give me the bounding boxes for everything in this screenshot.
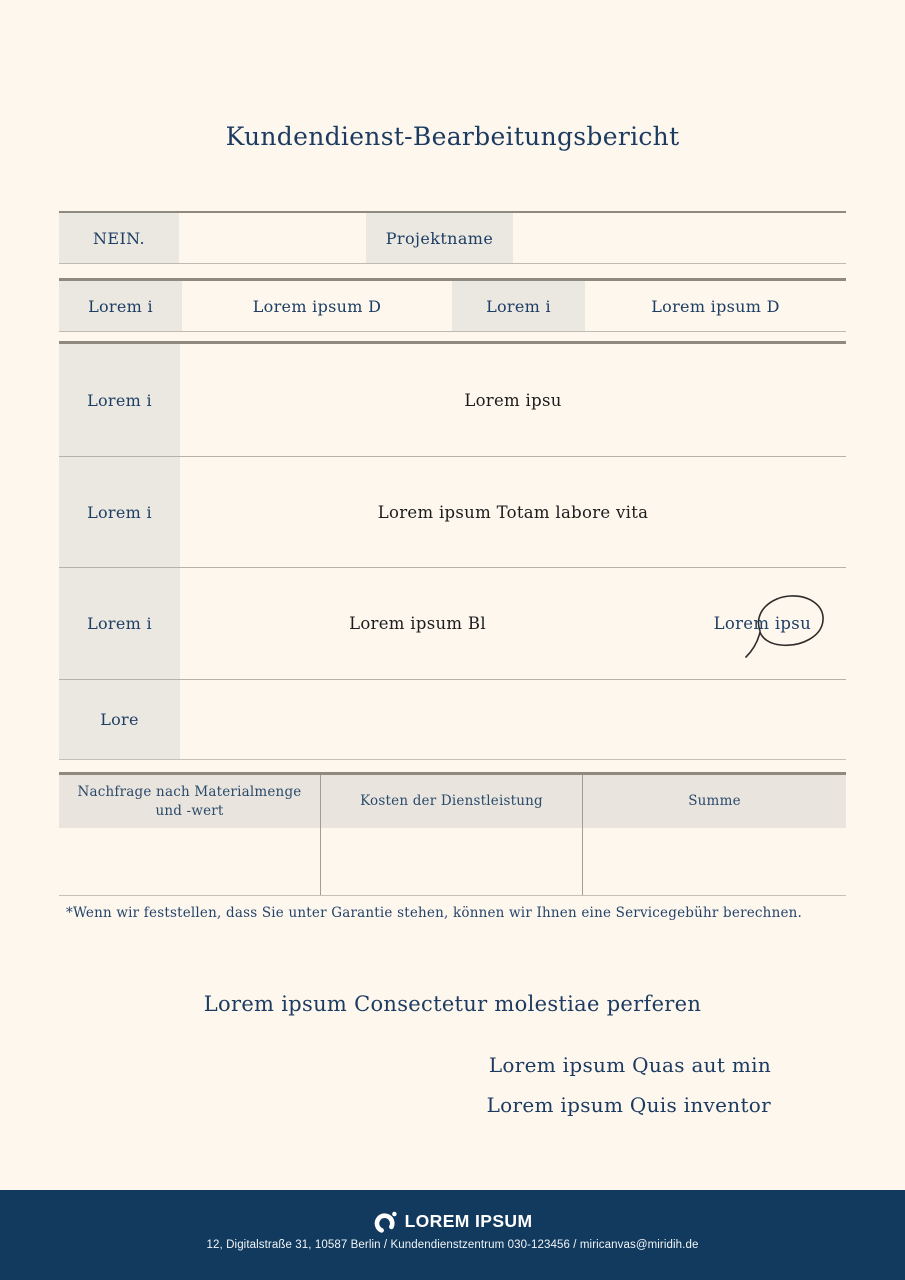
row-content-cell: Lorem ipsum Totam labore vita (377, 502, 649, 522)
info-header-table (59, 278, 846, 332)
table-cell (320, 828, 582, 895)
row-content-cell (180, 680, 846, 759)
row-content-cell: Lorem ipsum Bl (349, 614, 486, 633)
info-label-cell: Lorem i (59, 281, 182, 331)
report-no-value-cell (179, 213, 366, 263)
swirl-logo-icon (373, 1210, 398, 1234)
brand-name: LOREM IPSUM (404, 1211, 533, 1231)
info-label-cell: Lorem i (452, 281, 585, 331)
page-footer (0, 1190, 905, 1280)
row-content-cell: Lorem ipsu (464, 390, 562, 410)
closing-statement: Lorem ipsum Consectetur molestiae perferen (203, 992, 702, 1016)
signature-lines (59, 1045, 771, 1125)
cost-table-header-row (59, 775, 846, 828)
project-header-table (59, 211, 846, 264)
table-cell (59, 828, 320, 895)
brand-row (0, 1209, 905, 1234)
row-label-cell: Lore (59, 680, 180, 759)
circled-text: Lorem ipsu (713, 614, 811, 633)
table-cell (582, 828, 846, 895)
table-row (59, 568, 846, 680)
column-header-service-cost: Kosten der Dienstleistung (320, 775, 582, 828)
footer-address: 12, Digitalstraße 31, 10587 Berlin / Kundendienstzentrum 030-123456 / miricanvas@miridih.de (206, 1239, 699, 1251)
column-header-material: Nachfrage nach Materialmenge und -wert (77, 783, 302, 819)
table-row (59, 457, 846, 568)
report-no-label-cell: NEIN. (59, 213, 179, 263)
cost-table-body-row (59, 828, 846, 896)
table-row (59, 344, 846, 457)
row-right-cell (655, 568, 846, 679)
project-name-value-cell (513, 213, 846, 263)
row-label-cell: Lorem i (59, 568, 180, 679)
row-label-cell: Lorem i (59, 344, 180, 456)
signature-line: Lorem ipsum Quas aut min (488, 1053, 771, 1077)
column-header-sum: Summe (582, 775, 846, 828)
row-label-cell: Lorem i (59, 457, 180, 567)
page-title: Kundendienst-Bearbeitungsbericht (225, 122, 680, 151)
project-name-label-cell: Projektname (366, 213, 513, 263)
warranty-footnote: *Wenn wir feststellen, dass Sie unter Garantie stehen, können wir Ihnen eine Servicegebühr berechnen. (66, 905, 803, 921)
detail-table (59, 341, 846, 760)
table-row (59, 680, 846, 759)
cost-table (59, 772, 846, 896)
signature-line: Lorem ipsum Quis inventor (486, 1093, 771, 1117)
info-value-cell: Lorem ipsum D (252, 296, 382, 316)
info-value-cell: Lorem ipsum D (651, 296, 780, 316)
